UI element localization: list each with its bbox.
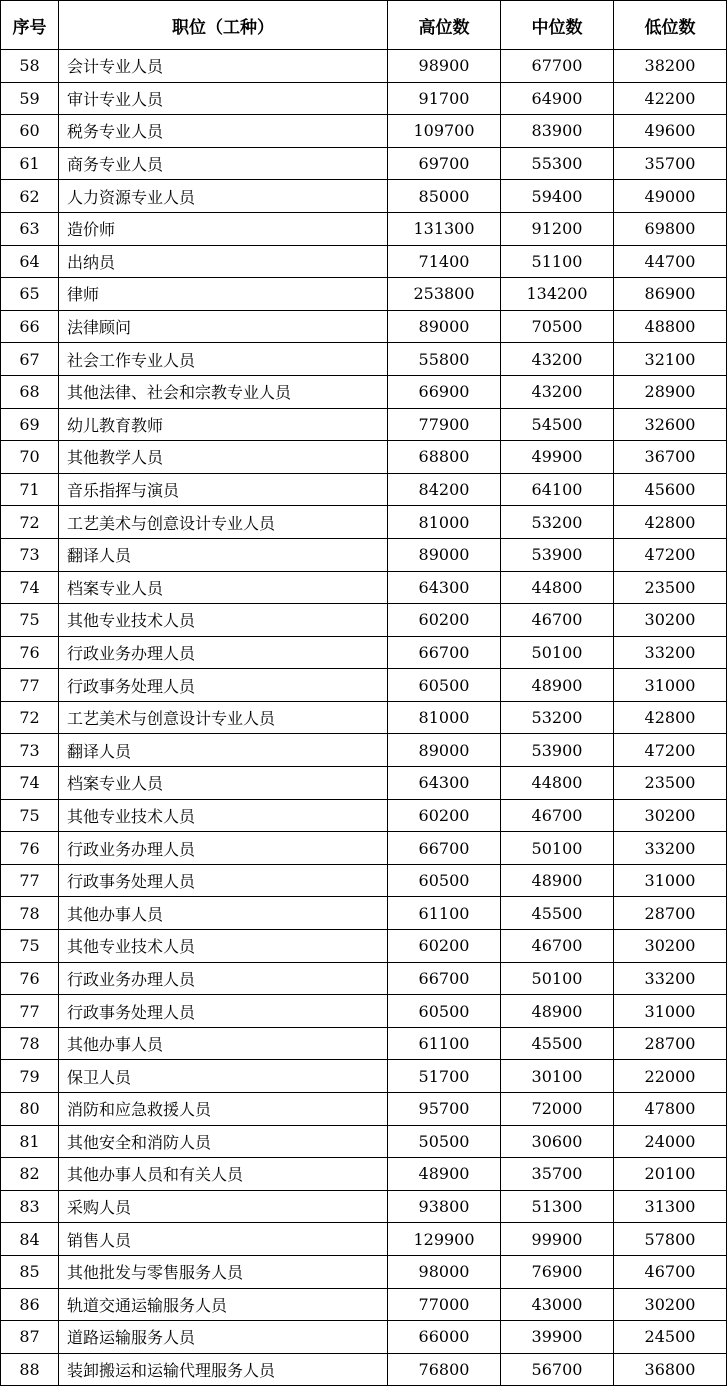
cell-index: 72 [1, 506, 59, 539]
cell-position: 其他办事人员和有关人员 [59, 1158, 388, 1191]
cell-index: 75 [1, 930, 59, 963]
table-row [1, 115, 727, 148]
cell-median: 54500 [501, 408, 614, 441]
cell-position: 其他办事人员 [59, 897, 388, 930]
cell-low: 42200 [614, 82, 727, 115]
cell-index: 69 [1, 408, 59, 441]
header-row [1, 1, 727, 50]
cell-high: 81000 [388, 701, 501, 734]
cell-position: 行政事务处理人员 [59, 669, 388, 702]
table-row [1, 767, 727, 800]
cell-high: 55800 [388, 343, 501, 376]
table-row [1, 1321, 727, 1354]
cell-high: 89000 [388, 734, 501, 767]
cell-index: 79 [1, 1060, 59, 1093]
cell-position: 造价师 [59, 212, 388, 245]
cell-high: 109700 [388, 115, 501, 148]
cell-low: 38200 [614, 50, 727, 83]
cell-index: 81 [1, 1125, 59, 1158]
cell-position: 行政业务办理人员 [59, 832, 388, 865]
cell-median: 76900 [501, 1255, 614, 1288]
cell-index: 75 [1, 799, 59, 832]
cell-median: 53200 [501, 701, 614, 734]
cell-high: 60200 [388, 930, 501, 963]
cell-position: 其他专业技术人员 [59, 799, 388, 832]
cell-index: 77 [1, 864, 59, 897]
table-row [1, 82, 727, 115]
cell-position: 保卫人员 [59, 1060, 388, 1093]
cell-index: 74 [1, 571, 59, 604]
cell-index: 61 [1, 147, 59, 180]
cell-position: 其他办事人员 [59, 1027, 388, 1060]
cell-position: 音乐指挥与演员 [59, 473, 388, 506]
cell-high: 95700 [388, 1093, 501, 1126]
table-row [1, 897, 727, 930]
table-row [1, 1190, 727, 1223]
table-row [1, 832, 727, 865]
table-row [1, 1223, 727, 1256]
cell-position: 其他法律、社会和宗教专业人员 [59, 375, 388, 408]
cell-position: 行政事务处理人员 [59, 995, 388, 1028]
cell-position: 工艺美术与创意设计专业人员 [59, 701, 388, 734]
cell-position: 会计专业人员 [59, 50, 388, 83]
cell-position: 行政业务办理人员 [59, 636, 388, 669]
cell-low: 47800 [614, 1093, 727, 1126]
cell-median: 39900 [501, 1321, 614, 1354]
table-row [1, 669, 727, 702]
table-header [1, 1, 727, 50]
cell-position: 装卸搬运和运输代理服务人员 [59, 1353, 388, 1386]
cell-index: 82 [1, 1158, 59, 1191]
cell-low: 36800 [614, 1353, 727, 1386]
cell-high: 98900 [388, 50, 501, 83]
table-body [1, 50, 727, 1386]
cell-low: 33200 [614, 832, 727, 865]
header-low: 低位数 [614, 1, 727, 50]
table-row [1, 701, 727, 734]
cell-index: 67 [1, 343, 59, 376]
cell-position: 其他教学人员 [59, 441, 388, 474]
cell-index: 76 [1, 832, 59, 865]
table-row [1, 212, 727, 245]
table-row [1, 1158, 727, 1191]
cell-index: 60 [1, 115, 59, 148]
cell-index: 66 [1, 310, 59, 343]
cell-high: 61100 [388, 897, 501, 930]
cell-median: 43200 [501, 343, 614, 376]
cell-position: 翻译人员 [59, 734, 388, 767]
cell-high: 81000 [388, 506, 501, 539]
cell-low: 31000 [614, 995, 727, 1028]
cell-median: 53900 [501, 538, 614, 571]
cell-index: 72 [1, 701, 59, 734]
cell-low: 23500 [614, 571, 727, 604]
table-row [1, 473, 727, 506]
cell-median: 45500 [501, 897, 614, 930]
cell-index: 62 [1, 180, 59, 213]
cell-median: 46700 [501, 799, 614, 832]
cell-high: 68800 [388, 441, 501, 474]
cell-index: 64 [1, 245, 59, 278]
cell-position: 其他批发与零售服务人员 [59, 1255, 388, 1288]
cell-high: 76800 [388, 1353, 501, 1386]
cell-low: 36700 [614, 441, 727, 474]
cell-high: 48900 [388, 1158, 501, 1191]
cell-index: 77 [1, 995, 59, 1028]
cell-index: 86 [1, 1288, 59, 1321]
cell-index: 78 [1, 897, 59, 930]
table-row [1, 506, 727, 539]
cell-low: 28700 [614, 897, 727, 930]
table-row [1, 734, 727, 767]
cell-index: 83 [1, 1190, 59, 1223]
cell-high: 253800 [388, 278, 501, 311]
cell-index: 87 [1, 1321, 59, 1354]
cell-high: 129900 [388, 1223, 501, 1256]
cell-index: 74 [1, 767, 59, 800]
cell-high: 89000 [388, 310, 501, 343]
cell-position: 社会工作专业人员 [59, 343, 388, 376]
cell-low: 24000 [614, 1125, 727, 1158]
cell-low: 47200 [614, 538, 727, 571]
cell-index: 77 [1, 669, 59, 702]
cell-high: 66000 [388, 1321, 501, 1354]
cell-low: 46700 [614, 1255, 727, 1288]
cell-index: 58 [1, 50, 59, 83]
cell-low: 42800 [614, 701, 727, 734]
table-row [1, 1093, 727, 1126]
cell-high: 91700 [388, 82, 501, 115]
table-row [1, 1288, 727, 1321]
cell-low: 49000 [614, 180, 727, 213]
table-row [1, 1060, 727, 1093]
table-row [1, 1027, 727, 1060]
cell-high: 60500 [388, 669, 501, 702]
cell-position: 法律顾问 [59, 310, 388, 343]
cell-position: 人力资源专业人员 [59, 180, 388, 213]
cell-index: 71 [1, 473, 59, 506]
cell-median: 45500 [501, 1027, 614, 1060]
table-row [1, 930, 727, 963]
cell-low: 30200 [614, 604, 727, 637]
cell-position: 审计专业人员 [59, 82, 388, 115]
cell-position: 采购人员 [59, 1190, 388, 1223]
table-row [1, 147, 727, 180]
cell-high: 69700 [388, 147, 501, 180]
cell-median: 67700 [501, 50, 614, 83]
cell-position: 销售人员 [59, 1223, 388, 1256]
cell-low: 23500 [614, 767, 727, 800]
cell-low: 57800 [614, 1223, 727, 1256]
table-row [1, 408, 727, 441]
cell-low: 45600 [614, 473, 727, 506]
cell-high: 77000 [388, 1288, 501, 1321]
cell-low: 69800 [614, 212, 727, 245]
cell-median: 44800 [501, 767, 614, 800]
cell-high: 50500 [388, 1125, 501, 1158]
cell-position: 消防和应急救援人员 [59, 1093, 388, 1126]
cell-low: 42800 [614, 506, 727, 539]
cell-position: 其他专业技术人员 [59, 930, 388, 963]
cell-median: 48900 [501, 864, 614, 897]
cell-median: 43000 [501, 1288, 614, 1321]
cell-low: 33200 [614, 636, 727, 669]
cell-position: 幼儿教育教师 [59, 408, 388, 441]
cell-position: 行政事务处理人员 [59, 864, 388, 897]
table-row [1, 995, 727, 1028]
cell-median: 83900 [501, 115, 614, 148]
table-row [1, 571, 727, 604]
cell-low: 32600 [614, 408, 727, 441]
cell-high: 77900 [388, 408, 501, 441]
cell-low: 22000 [614, 1060, 727, 1093]
table-row [1, 245, 727, 278]
cell-low: 30200 [614, 930, 727, 963]
cell-position: 工艺美术与创意设计专业人员 [59, 506, 388, 539]
cell-median: 134200 [501, 278, 614, 311]
cell-position: 行政业务办理人员 [59, 962, 388, 995]
cell-position: 税务专业人员 [59, 115, 388, 148]
cell-low: 32100 [614, 343, 727, 376]
cell-median: 48900 [501, 669, 614, 702]
header-high: 高位数 [388, 1, 501, 50]
cell-high: 66700 [388, 636, 501, 669]
cell-position: 翻译人员 [59, 538, 388, 571]
cell-median: 48900 [501, 995, 614, 1028]
cell-high: 93800 [388, 1190, 501, 1223]
cell-high: 51700 [388, 1060, 501, 1093]
cell-index: 73 [1, 734, 59, 767]
cell-low: 28900 [614, 375, 727, 408]
cell-median: 70500 [501, 310, 614, 343]
cell-high: 71400 [388, 245, 501, 278]
cell-low: 47200 [614, 734, 727, 767]
cell-index: 84 [1, 1223, 59, 1256]
cell-high: 60500 [388, 864, 501, 897]
cell-low: 44700 [614, 245, 727, 278]
cell-median: 50100 [501, 832, 614, 865]
cell-median: 46700 [501, 604, 614, 637]
cell-low: 48800 [614, 310, 727, 343]
cell-index: 73 [1, 538, 59, 571]
cell-index: 75 [1, 604, 59, 637]
table-row [1, 604, 727, 637]
cell-low: 30200 [614, 799, 727, 832]
cell-low: 49600 [614, 115, 727, 148]
cell-index: 59 [1, 82, 59, 115]
cell-position: 轨道交通运输服务人员 [59, 1288, 388, 1321]
cell-high: 89000 [388, 538, 501, 571]
table-row [1, 180, 727, 213]
cell-high: 66900 [388, 375, 501, 408]
cell-median: 30100 [501, 1060, 614, 1093]
cell-median: 51100 [501, 245, 614, 278]
cell-index: 85 [1, 1255, 59, 1288]
cell-median: 55300 [501, 147, 614, 180]
cell-index: 78 [1, 1027, 59, 1060]
cell-median: 72000 [501, 1093, 614, 1126]
table-row [1, 538, 727, 571]
cell-index: 88 [1, 1353, 59, 1386]
cell-median: 53200 [501, 506, 614, 539]
cell-high: 64300 [388, 767, 501, 800]
cell-index: 63 [1, 212, 59, 245]
cell-position: 其他安全和消防人员 [59, 1125, 388, 1158]
header-median: 中位数 [501, 1, 614, 50]
table-row [1, 50, 727, 83]
cell-position: 道路运输服务人员 [59, 1321, 388, 1354]
cell-index: 76 [1, 962, 59, 995]
cell-index: 80 [1, 1093, 59, 1126]
cell-high: 64300 [388, 571, 501, 604]
cell-median: 99900 [501, 1223, 614, 1256]
table-row [1, 1255, 727, 1288]
cell-median: 30600 [501, 1125, 614, 1158]
cell-low: 86900 [614, 278, 727, 311]
table-row [1, 310, 727, 343]
cell-low: 33200 [614, 962, 727, 995]
cell-median: 46700 [501, 930, 614, 963]
cell-high: 98000 [388, 1255, 501, 1288]
cell-position: 其他专业技术人员 [59, 604, 388, 637]
cell-median: 35700 [501, 1158, 614, 1191]
cell-median: 51300 [501, 1190, 614, 1223]
cell-position: 律师 [59, 278, 388, 311]
cell-index: 70 [1, 441, 59, 474]
table-row [1, 278, 727, 311]
table-row [1, 1353, 727, 1386]
cell-high: 85000 [388, 180, 501, 213]
cell-high: 60200 [388, 604, 501, 637]
cell-high: 61100 [388, 1027, 501, 1060]
cell-low: 28700 [614, 1027, 727, 1060]
cell-median: 49900 [501, 441, 614, 474]
cell-high: 66700 [388, 962, 501, 995]
cell-high: 84200 [388, 473, 501, 506]
cell-position: 商务专业人员 [59, 147, 388, 180]
cell-median: 53900 [501, 734, 614, 767]
cell-median: 56700 [501, 1353, 614, 1386]
cell-low: 31300 [614, 1190, 727, 1223]
cell-median: 44800 [501, 571, 614, 604]
cell-position: 档案专业人员 [59, 571, 388, 604]
cell-position: 档案专业人员 [59, 767, 388, 800]
cell-low: 20100 [614, 1158, 727, 1191]
cell-median: 50100 [501, 962, 614, 995]
cell-low: 35700 [614, 147, 727, 180]
header-index: 序号 [1, 1, 59, 50]
cell-median: 50100 [501, 636, 614, 669]
cell-high: 66700 [388, 832, 501, 865]
table-row [1, 375, 727, 408]
table-row [1, 962, 727, 995]
cell-position: 出纳员 [59, 245, 388, 278]
table-row [1, 799, 727, 832]
cell-median: 43200 [501, 375, 614, 408]
cell-median: 64900 [501, 82, 614, 115]
cell-high: 131300 [388, 212, 501, 245]
cell-index: 76 [1, 636, 59, 669]
cell-median: 91200 [501, 212, 614, 245]
cell-high: 60500 [388, 995, 501, 1028]
table-row [1, 1125, 727, 1158]
cell-median: 64100 [501, 473, 614, 506]
table-row [1, 343, 727, 376]
table-row [1, 864, 727, 897]
cell-high: 60200 [388, 799, 501, 832]
header-position: 职位（工种） [59, 1, 388, 50]
cell-index: 65 [1, 278, 59, 311]
table-row [1, 636, 727, 669]
cell-low: 24500 [614, 1321, 727, 1354]
cell-median: 59400 [501, 180, 614, 213]
cell-low: 30200 [614, 1288, 727, 1321]
table-row [1, 441, 727, 474]
cell-low: 31000 [614, 864, 727, 897]
cell-low: 31000 [614, 669, 727, 702]
cell-index: 68 [1, 375, 59, 408]
